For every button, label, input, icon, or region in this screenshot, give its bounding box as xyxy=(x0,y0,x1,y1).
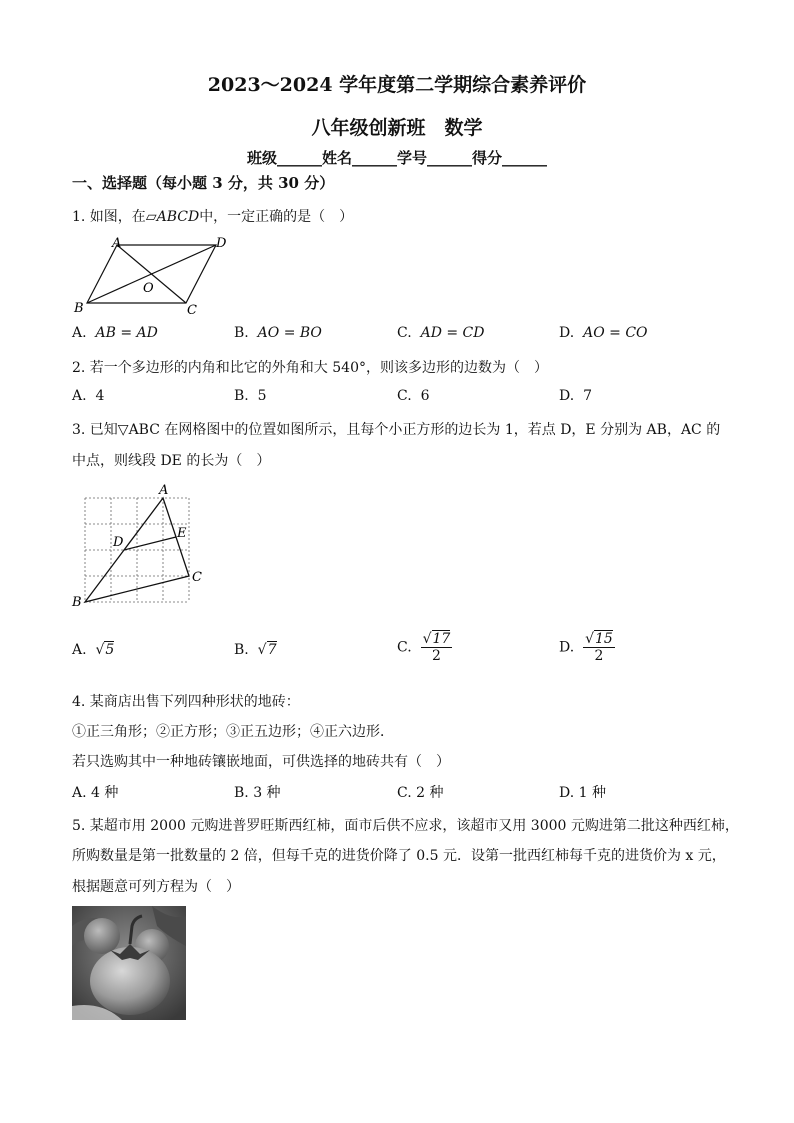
q3-option-c xyxy=(397,631,452,664)
q2-option-c-key: C. xyxy=(397,388,412,404)
q4-option-a-key: A. xyxy=(72,785,87,801)
q3-option-a-radicand: 5 xyxy=(105,642,115,658)
q3-option-b-radicand: 7 xyxy=(267,642,277,658)
q2-option-a xyxy=(72,388,104,404)
q3-option-d-denominator: 2 xyxy=(594,648,604,664)
student-info-line: 班级______姓名______学号______得分______ xyxy=(246,149,547,167)
q4-option-c-key: C. xyxy=(397,785,412,801)
q1-option-d xyxy=(559,325,648,341)
q3-option-d-numerator: √15 xyxy=(585,631,613,647)
q1-option-b-text: AO = BO xyxy=(257,325,322,341)
q3-option-b xyxy=(234,642,277,658)
q1-option-a-key: A. xyxy=(72,325,87,341)
q4-option-b xyxy=(234,782,281,802)
q3-option-d-key: D. xyxy=(559,639,575,656)
question-5-line1: 5. 某超市用 2000 元购进普罗旺斯西红柿，面市后供不应求，该超市又用 3000 元购进第二批这种西红柿， xyxy=(72,818,739,834)
q4-option-b-key: B. xyxy=(234,785,249,801)
question-3-stem-line1: 3. 已知▽ABC 在网格图中的位置如图所示，且每个小正方形的边长为 1，若点 D，E 分别为 AB，AC 的 xyxy=(72,422,721,438)
q2-option-c xyxy=(397,388,430,404)
q2-option-d-key: D. xyxy=(559,388,575,404)
q3-option-c-fraction xyxy=(421,631,453,664)
question-3-stem-line2: 中点，则线段 DE 的长为（ ） xyxy=(72,453,271,469)
question-5-line2: 所购数量是第一批数量的 2 倍，但每千克的进货价降了 0.5 元．设第一批西红柿每千克的进货价为 x 元， xyxy=(72,848,726,864)
q1-stem-pre: 1. 如图，在 xyxy=(72,209,146,225)
q4-option-a-text: 4 种 xyxy=(91,785,119,801)
q1-option-d-text: AO = CO xyxy=(583,325,648,341)
q3-option-c-radicand: 17 xyxy=(432,631,451,647)
q3-option-a-key: A. xyxy=(72,642,87,658)
q4-option-a xyxy=(72,782,118,802)
question-5-line3: 根据题意可列方程为（ ） xyxy=(72,879,240,895)
q3-option-a-sqrt: √5 xyxy=(95,642,115,658)
q3-label-a: A xyxy=(159,483,169,498)
q2-option-a-key: A. xyxy=(72,388,87,404)
exam-title: 2023～2024 学年度第二学期综合素养评价 xyxy=(207,74,587,96)
q1-option-c-key: C. xyxy=(397,325,412,341)
q2-option-b-key: B. xyxy=(234,388,249,404)
q2-option-d xyxy=(559,388,592,404)
q3-grid-triangle-figure xyxy=(68,482,218,612)
q1-option-a xyxy=(72,325,158,341)
q1-option-b xyxy=(234,325,322,341)
q1-label-b: B xyxy=(74,301,84,316)
q3-option-c-key: C. xyxy=(397,639,412,656)
tomato-photo xyxy=(72,906,186,1020)
q4-option-d-key: D. xyxy=(559,785,575,801)
q1-label-c: C xyxy=(187,303,197,317)
q1-label-a: A xyxy=(112,236,122,251)
q4-option-c-text: 2 种 xyxy=(416,785,444,801)
q3-option-b-key: B. xyxy=(234,642,249,658)
q3-option-c-numerator: √17 xyxy=(422,631,451,647)
q1-option-c-text: AD = CD xyxy=(420,325,485,341)
q1-label-d: D xyxy=(216,236,227,251)
q4-option-b-text: 3 种 xyxy=(253,785,281,801)
question-4-shapes: ①正三角形；②正方形；③正五边形；④正六边形． xyxy=(72,724,394,740)
q4-option-d xyxy=(559,782,606,802)
q3-label-d: D xyxy=(113,535,124,550)
q1-label-o: O xyxy=(143,281,154,296)
q1-option-b-key: B. xyxy=(234,325,249,341)
question-4-stem: 4. 某商店出售下列四种形状的地砖： xyxy=(72,694,300,710)
q3-option-b-sqrt: √7 xyxy=(257,642,277,658)
q3-label-e: E xyxy=(177,526,187,541)
q1-option-a-text: AB = AD xyxy=(95,325,158,341)
q2-option-c-text: 6 xyxy=(420,388,430,404)
q3-label-c: C xyxy=(192,570,202,585)
q2-option-d-text: 7 xyxy=(583,388,593,404)
q4-option-d-text: 1 种 xyxy=(578,785,606,801)
q3-label-b: B xyxy=(72,595,82,610)
q3-option-d xyxy=(559,631,615,664)
question-2-stem: 2. 若一个多边形的内角和比它的外角和大 540°，则该多边形的边数为（ ） xyxy=(72,360,548,376)
section-heading: 一、选择题（每小题 3 分，共 30 分） xyxy=(72,174,335,192)
question-4-ask: 若只选购其中一种地砖镶嵌地面，可供选择的地砖共有（ ） xyxy=(72,754,450,770)
exam-subtitle: 八年级创新班 数学 xyxy=(311,117,483,139)
q1-option-c xyxy=(397,325,484,341)
q2-option-a-text: 4 xyxy=(95,388,105,404)
q3-option-a xyxy=(72,642,114,658)
q3-option-c-denominator: 2 xyxy=(431,648,441,664)
q3-option-d-radicand: 15 xyxy=(595,631,613,647)
q2-option-b xyxy=(234,388,267,404)
q1-stem-post: 中，一定正确的是（ ） xyxy=(199,209,354,225)
q3-option-d-fraction xyxy=(583,631,615,664)
question-1-stem xyxy=(72,206,353,226)
q1-parallelogram-figure xyxy=(70,232,240,317)
q2-option-b-text: 5 xyxy=(257,388,267,404)
q1-stem-math: ▱ABCD xyxy=(145,209,200,225)
q4-option-c xyxy=(397,782,443,802)
q1-option-d-key: D. xyxy=(559,325,575,341)
